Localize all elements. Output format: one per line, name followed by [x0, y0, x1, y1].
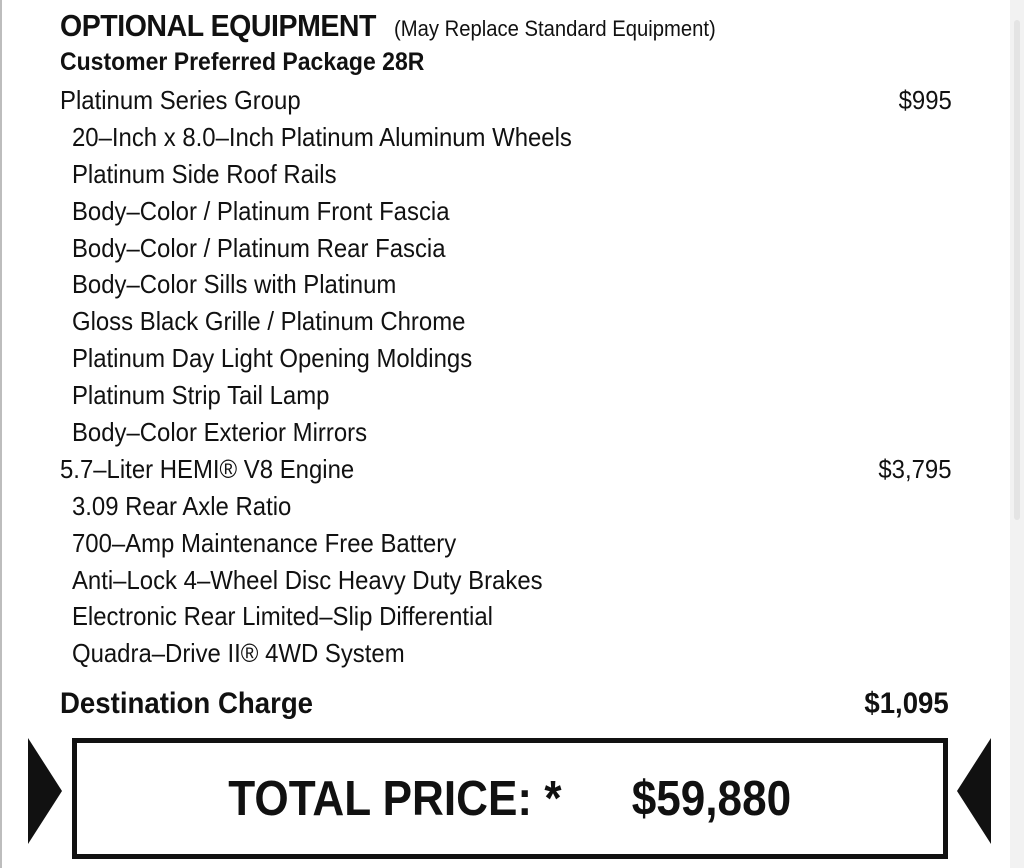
option-item-label: Platinum Day Light Opening Moldings — [71, 343, 473, 374]
option-item-label: 20–Inch x 8.0–Inch Platinum Aluminum Wheels — [71, 121, 572, 152]
option-item-label: Anti–Lock 4–Wheel Disc Heavy Duty Brakes — [71, 564, 543, 595]
option-item-label: Body–Color Sills with Platinum — [71, 269, 397, 300]
option-item — [60, 266, 952, 303]
option-group-row — [60, 451, 952, 488]
total-price-label: TOTAL PRICE: * — [228, 771, 562, 826]
option-item — [60, 525, 952, 562]
right-pointing-arrow-icon — [28, 738, 62, 844]
section-heading — [60, 8, 952, 46]
option-item — [60, 119, 952, 156]
package-name: Customer Preferred Package 28R — [60, 48, 425, 76]
section-title: OPTIONAL EQUIPMENT — [60, 8, 377, 43]
option-group-label: 5.7–Liter HEMI® V8 Engine — [60, 453, 355, 484]
option-item — [60, 156, 952, 193]
option-item-label: 700–Amp Maintenance Free Battery — [71, 527, 457, 558]
option-item — [60, 635, 952, 672]
option-item — [60, 303, 952, 340]
option-item-label: Body–Color / Platinum Front Fascia — [71, 195, 450, 226]
left-pointing-arrow-icon — [957, 738, 991, 844]
destination-charge-row — [60, 684, 949, 724]
total-price-line — [229, 771, 792, 827]
scrollbar-track[interactable] — [1010, 0, 1024, 868]
option-item-label: Gloss Black Grille / Platinum Chrome — [71, 306, 466, 337]
total-price-value: $59,880 — [632, 771, 792, 826]
option-item — [60, 562, 952, 599]
left-border — [0, 0, 2, 868]
option-group-price: $3,795 — [878, 453, 952, 484]
scrollbar-thumb[interactable] — [1014, 20, 1020, 520]
option-item — [60, 377, 952, 414]
optional-equipment-section — [60, 8, 952, 724]
destination-charge-price: $1,095 — [864, 687, 949, 721]
option-item — [60, 414, 952, 451]
option-item-label: Electronic Rear Limited–Slip Differential — [71, 601, 493, 632]
option-item — [60, 340, 952, 377]
option-item — [60, 193, 952, 230]
option-group-price: $995 — [898, 84, 952, 115]
destination-charge-label: Destination Charge — [60, 687, 314, 721]
option-item — [60, 488, 952, 525]
option-item-label: 3.09 Rear Axle Ratio — [71, 490, 292, 521]
option-item-label: Platinum Side Roof Rails — [71, 158, 337, 189]
option-group-label: Platinum Series Group — [60, 84, 301, 115]
option-item-label: Platinum Strip Tail Lamp — [71, 380, 330, 411]
option-item — [60, 230, 952, 267]
option-group-row — [60, 82, 952, 119]
option-item-label: Body–Color Exterior Mirrors — [71, 416, 368, 447]
option-item — [60, 598, 952, 635]
total-price-box — [72, 738, 948, 859]
option-item-label: Quadra–Drive II® 4WD System — [71, 638, 405, 669]
option-item-label: Body–Color / Platinum Rear Fascia — [71, 232, 446, 263]
section-note: (May Replace Standard Equipment) — [393, 16, 716, 41]
